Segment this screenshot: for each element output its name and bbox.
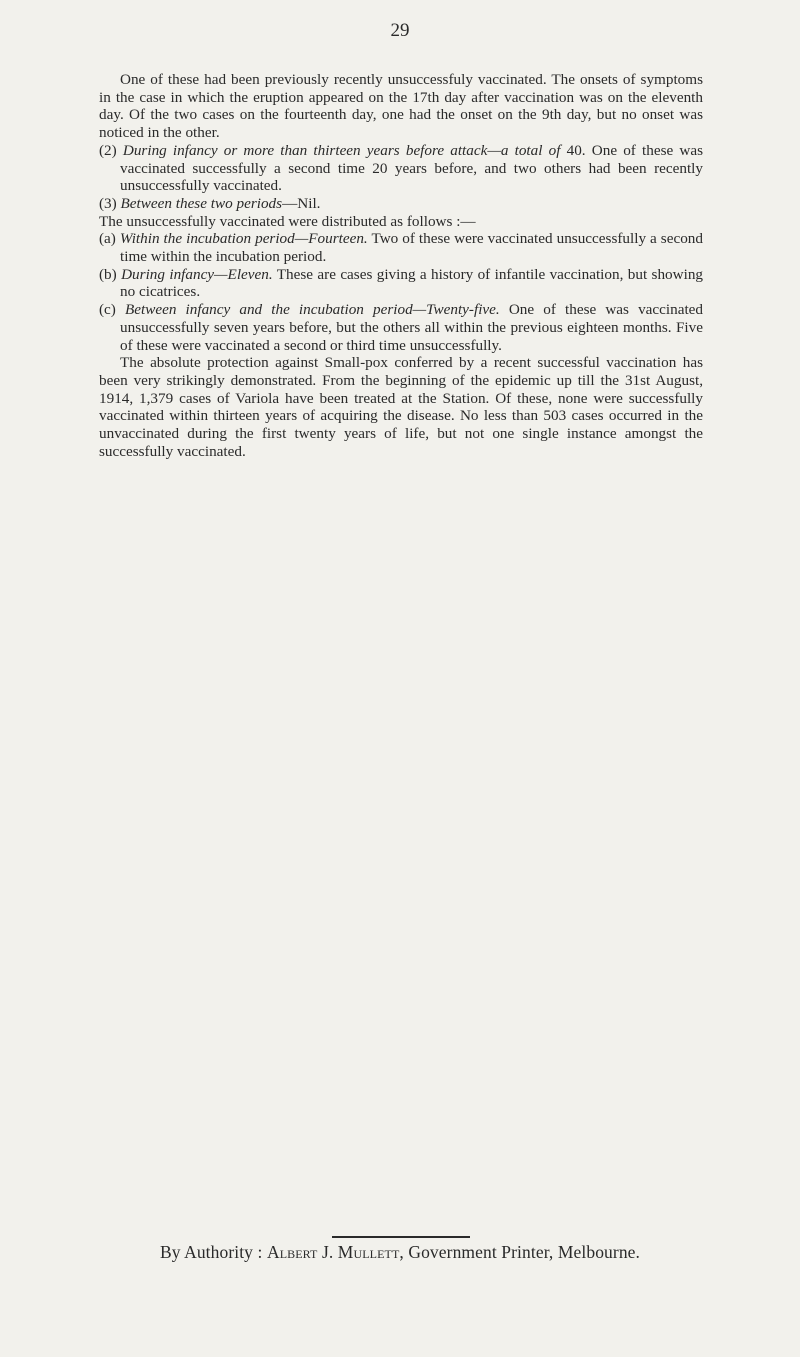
list-text: These are cases giving a history of infantile vaccination, but showing no cicatrices. [120, 265, 704, 301]
document-body [99, 71, 703, 460]
list-label: (3) [99, 194, 121, 212]
list-item-b [99, 266, 703, 301]
imprint-prefix: By Authority : [159, 1242, 267, 1262]
printer-name: Albert J. Mullett [266, 1242, 400, 1262]
printer-imprint [0, 1242, 800, 1263]
paragraph-onsets: One of these had been previously recently unsuccessfuly vaccinated. The onsets of symptoms in the case in which the eruption appeared on the 17th day after vaccination was on the eleventh day. Of the two cases on the fourteenth day, one had the onset on the 9th day, but no onset was noticed in the other. [99, 71, 703, 142]
list-label: (b) [99, 265, 122, 283]
list-item-3 [99, 195, 703, 213]
list-label: (c) [99, 301, 125, 319]
list-label: (2) [99, 141, 123, 159]
imprint-rule [332, 1236, 470, 1238]
list-item-2 [99, 142, 703, 195]
italic-heading: Between infancy and the incubation period—Twenty-five. [124, 301, 500, 319]
imprint-suffix: , Government Printer, Melbourne. [399, 1242, 641, 1262]
list-label: (a) [99, 230, 120, 248]
list-text: One of these was vaccinated unsuccessfully seven years before, but the others all within the previous eighteen months. Five of these were vaccinated a second or third time unsuccessfully. [120, 301, 703, 354]
italic-heading: During infancy—Eleven. [121, 265, 273, 283]
list-text: Two of these were vaccinated unsuccessfully a second time within the incubation period. [120, 230, 703, 266]
italic-heading: Between these two periods [120, 194, 283, 212]
list-item-c [99, 301, 703, 354]
italic-heading: During infancy or more than thirteen years before attack—a total of [122, 141, 561, 159]
paragraph-distribution: The unsuccessfully vaccinated were distributed as follows :— [99, 212, 476, 230]
list-item-a [99, 230, 703, 265]
page-number: 29 [390, 20, 410, 41]
list-text: One of these was vaccinated successfully a second time 20 years before, and two others had been recently unsuccessfully vaccinated. [120, 141, 704, 195]
italic-heading: Within the incubation period—Fourteen. [119, 230, 368, 248]
total-value: 40. [560, 141, 586, 159]
paragraph-protection: The absolute protection against Small-pox conferred by a recent successful vaccination has been very strikingly demonstrated. From the beginning of the epidemic up till the 31st August, 1914, 1,379 cases of Variola have been treated at the Station. Of these, none were successfully vaccinated within thirteen years of acquiring the disease. No less than 503 cases occurred in the unvaccinated during the first twenty years of life, but not one single instance amongst the successfully vaccinated. [99, 354, 703, 460]
list-text: —Nil. [282, 194, 321, 212]
